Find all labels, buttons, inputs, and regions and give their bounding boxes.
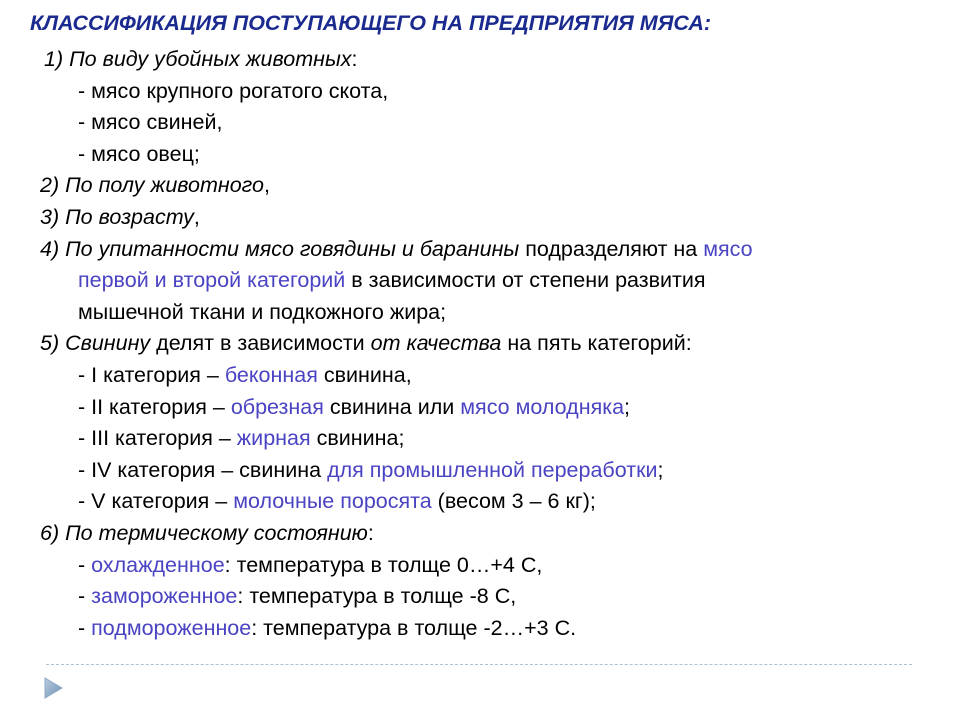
section-3-tail: , — [193, 204, 200, 229]
category-highlight: для промышленной переработки — [327, 457, 658, 482]
category-prefix: - III категория – — [78, 426, 237, 451]
category-prefix: - II категория – — [78, 394, 231, 419]
section-6-colon: : — [367, 520, 374, 545]
category-suffix: свинина; — [310, 426, 405, 451]
item-highlight: подмороженное — [91, 615, 252, 640]
category-prefix: - IV категория – свинина — [78, 457, 328, 482]
list-item: - мясо свиней, — [78, 110, 223, 135]
section-4-cont: мышечной ткани и подкожного жира; — [78, 299, 447, 324]
pork-category-1 — [40, 360, 940, 392]
item-suffix: : температура в толще -2…+3 С. — [251, 615, 577, 640]
classification-list — [40, 44, 940, 644]
category-highlight: обрезная — [230, 394, 324, 419]
section-4-cont — [40, 265, 940, 297]
category-suffix: ; — [624, 394, 631, 419]
section-2 — [40, 170, 940, 202]
section-5 — [40, 328, 940, 360]
section-5-emphasis: от качества — [370, 331, 502, 356]
category-suffix: (весом 3 – 6 кг); — [431, 489, 596, 514]
section-1 — [40, 44, 940, 76]
section-4-text: в зависимости от степени развития — [345, 268, 706, 293]
section-2-tail: , — [264, 173, 270, 198]
section-2-heading: 2) По полу животного — [40, 173, 264, 198]
thermal-state-1 — [40, 550, 940, 582]
section-6 — [40, 518, 940, 550]
section-4-text: подразделяют на — [519, 236, 704, 261]
item-prefix: - — [78, 584, 92, 609]
item-suffix: : температура в толще -8 С, — [237, 584, 517, 609]
page-title: КЛАССИФИКАЦИЯ ПОСТУПАЮЩЕГО НА ПРЕДПРИЯТИЯ МЯСА: — [30, 11, 712, 35]
category-suffix: свинина, — [317, 362, 412, 387]
thermal-state-2 — [40, 581, 940, 613]
category-prefix: - I категория – — [78, 362, 225, 387]
pork-category-4 — [40, 455, 940, 487]
category-highlight: беконная — [224, 362, 318, 387]
section-3-heading: 3) По возрасту — [40, 204, 194, 229]
section-5-text: на пять категорий: — [501, 331, 692, 356]
category-suffix: ; — [657, 457, 664, 482]
item-highlight: охлажденное — [91, 552, 225, 577]
footer-divider — [46, 664, 912, 665]
item-suffix: : температура в толще 0…+4 С, — [224, 552, 543, 577]
list-item: - мясо овец; — [78, 141, 200, 166]
section-4 — [40, 234, 940, 266]
pork-category-2 — [40, 392, 940, 424]
pork-category-5 — [40, 486, 940, 518]
item-prefix: - — [78, 615, 92, 640]
category-highlight: жирная — [236, 426, 311, 451]
section-4-highlight: первой и второй категорий — [78, 268, 346, 293]
thermal-state-3 — [40, 613, 940, 645]
section-5-heading: 5) Свинину — [40, 331, 151, 356]
category-middle: свинина или — [323, 394, 461, 419]
section-1-heading: 1) По виду убойных животных — [44, 47, 352, 71]
category-highlight: молочные поросята — [233, 489, 432, 514]
section-3 — [40, 202, 940, 234]
pork-category-3 — [40, 423, 940, 455]
section-4-heading: 4) По упитанности мясо говядины и баранины — [40, 236, 520, 261]
list-item: - мясо крупного рогатого скота, — [78, 78, 389, 103]
item-prefix: - — [78, 552, 92, 577]
section-1-colon: : — [351, 47, 358, 71]
section-5-text: делят в зависимости — [150, 331, 371, 356]
triangle-right-icon[interactable] — [44, 677, 64, 699]
section-4-highlight: мясо — [703, 236, 753, 261]
section-6-heading: 6) По термическому состоянию — [40, 520, 368, 545]
category-prefix: - V категория – — [78, 489, 234, 514]
item-highlight: замороженное — [91, 584, 238, 609]
category-highlight: мясо молодняка — [460, 394, 625, 419]
